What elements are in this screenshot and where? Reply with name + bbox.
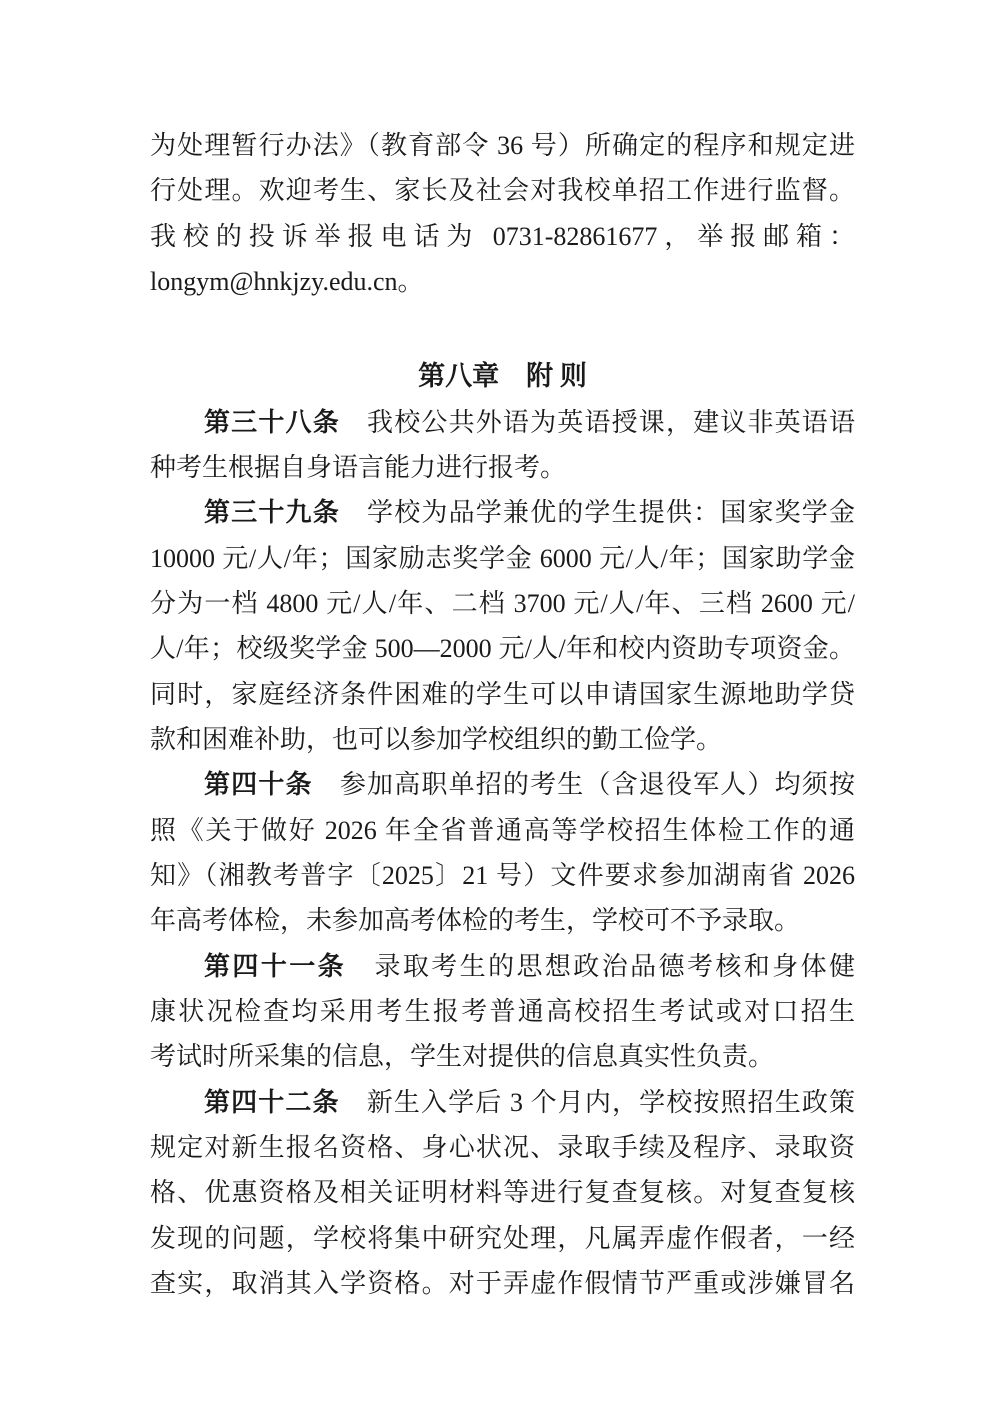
text-segment: 分为一档 4800 元/人/年、二档 3700 元/人/年、三档 2600 元/ [150,588,855,618]
text-line [150,1261,855,1306]
text-segment: 款和困难补助，也可以参加学校组织的勤工俭学。 [150,724,723,754]
text-segment: 录取考生的思想政治品德考核和身体健 [346,951,855,981]
text-segment: 我校的投诉举报电话为 0731-82861677，举报邮箱： [150,221,855,251]
article-number: 第三十八条 [204,407,340,437]
text-segment: 考试时所采集的信息，学生对提供的信息真实性负责。 [150,1042,775,1072]
text-segment: 种考生根据自身语言能力进行报考。 [150,452,567,482]
text-line [150,672,855,717]
text-line [150,762,855,807]
text-line [150,853,855,898]
text-line [150,400,855,445]
text-line [150,536,855,581]
text-segment: 新生入学后 3 个月内，学校按照招生政策 [339,1087,855,1117]
text-line [150,581,855,626]
text-line [150,944,855,989]
text-segment: 格、优惠资格及相关证明材料等进行复查复核。对复查复核 [150,1178,855,1208]
document-content [150,0,855,1306]
text-segment: 同时，家庭经济条件困难的学生可以申请国家生源地助学贷 [150,679,855,709]
text-segment: 查实，取消其入学资格。对于弄虚作假情节严重或涉嫌冒名 [150,1268,855,1298]
text-segment: 我校公共外语为英语授课，建议非英语语 [339,407,855,437]
text-segment: 学校为品学兼优的学生提供：国家奖学金 [339,498,855,528]
article-number: 第三十九条 [204,498,340,528]
text-line [150,1034,855,1079]
text-segment: 发现的问题，学校将集中研究处理，凡属弄虚作假者，一经 [150,1223,855,1253]
text-line [150,717,855,762]
text-segment: 知》（湘教考普字〔2025〕21 号）文件要求参加湖南省 2026 [150,860,855,890]
article-number: 第四十一条 [204,951,347,981]
text-line [150,1216,855,1261]
text-segment: 为处理暂行办法》（教育部令 36 号）所确定的程序和规定进 [150,131,855,160]
text-segment: 年高考体检，未参加高考体检的考生，学校可不予录取。 [150,906,801,936]
chapter-heading: 第八章 附 则 [418,361,587,392]
text-segment: 10000 元/人/年；国家励志奖学金 6000 元/人/年；国家助学金 [150,543,855,573]
text-line [150,898,855,943]
text-segment: 规定对新生报名资格、身心状况、录取手续及程序、录取资 [150,1132,855,1162]
articles-section [150,400,855,1307]
text-line [150,1080,855,1125]
text-line [150,626,855,671]
article-number: 第四十条 [204,770,313,800]
text-segment: 康状况检查均采用考生报考普通高校招生考试或对口招生 [150,996,855,1026]
text-line [150,1125,855,1170]
text-line [150,490,855,535]
email-line [150,259,855,304]
text-line [150,989,855,1034]
text-segment: 行处理。欢迎考生、家长及社会对我校单招工作进行监督。 [150,176,855,206]
text-line [150,1170,855,1215]
text-line [150,214,855,259]
text-line [150,445,855,490]
text-line [150,168,855,213]
article-number: 第四十二条 [204,1087,340,1117]
text-segment: longym@hnkjzy.edu.cn。 [150,266,424,296]
text-segment: 参加高职单招的考生（含退役军人）均须按 [312,770,855,800]
text-line [150,808,855,853]
text-segment: 照《关于做好 2026 年全省普通高等学校招生体检工作的通 [150,815,855,845]
intro-paragraph [150,123,855,304]
text-segment: 人/年；校级奖学金 500—2000 元/人/年和校内资助专项资金。 [150,634,855,664]
text-line [150,123,855,168]
